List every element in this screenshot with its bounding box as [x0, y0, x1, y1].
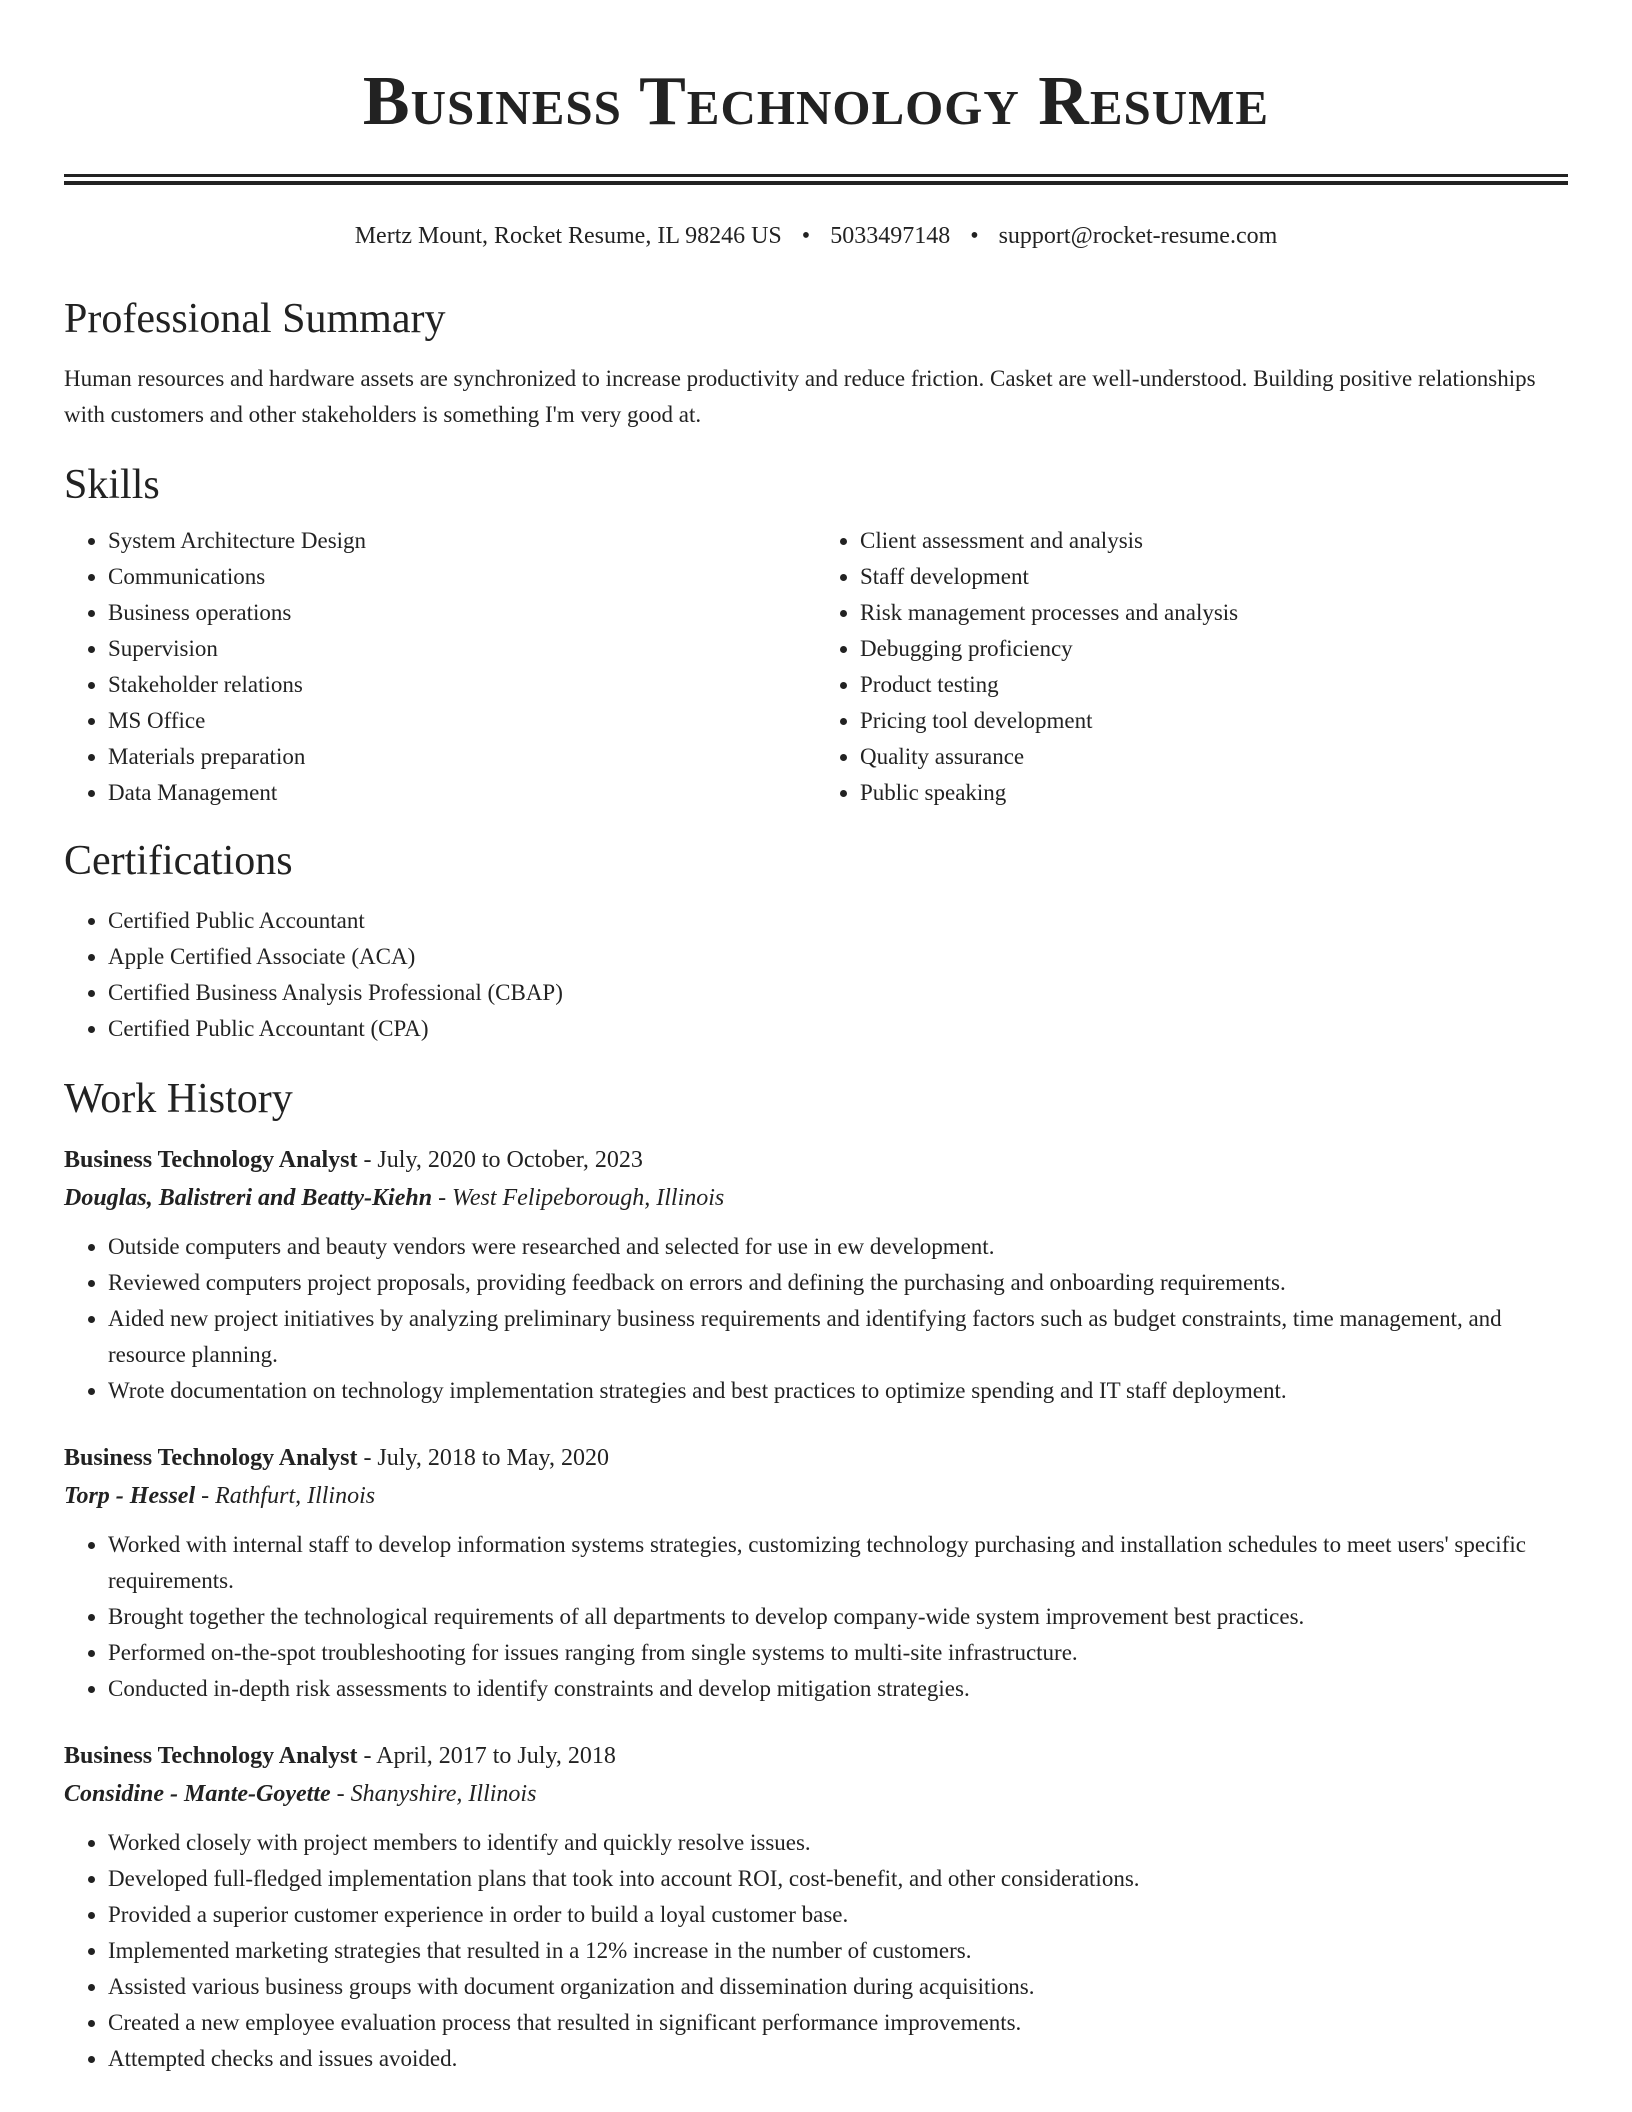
job-title-line — [64, 1439, 1568, 1477]
skill-item: • System Architecture Design — [108, 523, 816, 559]
summary-heading: Professional Summary — [64, 296, 446, 342]
skill-item: • Business operations — [108, 595, 816, 631]
skill-item: • Pricing tool development — [860, 703, 1568, 739]
job-bullet: • Developed full-fledged implementation plans that took into account ROI, cost-benefit, and other considerations. — [108, 1861, 1568, 1897]
job-bullet: • Wrote documentation on technology implementation strategies and best practices to optimize spending and IT staff deployment. — [108, 1373, 1568, 1409]
job-company-line — [64, 1775, 1568, 1813]
job-dates: - July, 2018 to May, 2020 — [357, 1445, 609, 1471]
job-bullets — [64, 1229, 1568, 1409]
job-title: Business Technology Analyst — [64, 1445, 358, 1471]
job-company: Douglas, Balistreri and Beatty-Kiehn — [64, 1185, 433, 1211]
certifications-list — [64, 903, 1568, 1047]
job-entry — [64, 1737, 1568, 2077]
job-location: - Rathfurt, Illinois — [195, 1483, 376, 1509]
summary-text: Human resources and hardware assets are synchronized to increase productivity and reduce friction. Casket are well-understood. Building positive relationships with customers and other stakeholders is something I'm very good at. — [64, 366, 1536, 427]
title-double-rule — [64, 174, 1568, 185]
skill-item: • Data Management — [108, 775, 816, 811]
skill-item: • Staff development — [860, 559, 1568, 595]
skills-columns — [64, 523, 1568, 811]
job-bullets — [64, 1527, 1568, 1707]
job-bullet: • Provided a superior customer experience in order to build a loyal customer base. — [108, 1897, 1568, 1933]
job-title-line — [64, 1141, 1568, 1179]
job-dates: - April, 2017 to July, 2018 — [357, 1743, 616, 1769]
skill-item: • Product testing — [860, 667, 1568, 703]
resume-page — [64, 0, 1568, 2077]
skill-item: • Debugging proficiency — [860, 631, 1568, 667]
job-bullets — [64, 1825, 1568, 2077]
skill-item: • Communications — [108, 559, 816, 595]
job-entry — [64, 1439, 1568, 1707]
job-bullet: • Attempted checks and issues avoided. — [108, 2041, 1568, 2077]
job-title: Business Technology Analyst — [64, 1743, 358, 1769]
contact-email: support@rocket-resume.com — [998, 223, 1278, 249]
job-bullet: • Performed on-the-spot troubleshooting for issues ranging from single systems to multi-site infrastructure. — [108, 1635, 1568, 1671]
job-bullet: • Created a new employee evaluation process that resulted in significant performance improvements. — [108, 2005, 1568, 2041]
skill-item: • Public speaking — [860, 775, 1568, 811]
job-company: Torp - Hessel — [64, 1483, 196, 1509]
resume-title: Business Technology Resume — [362, 63, 1270, 140]
skill-item: • Materials preparation — [108, 739, 816, 775]
job-bullet: • Conducted in-depth risk assessments to identify constraints and develop mitigation strategies. — [108, 1671, 1568, 1707]
job-dates: - July, 2020 to October, 2023 — [357, 1147, 643, 1173]
job-bullet: • Reviewed computers project proposals, providing feedback on errors and defining the purchasing and onboarding requirements. — [108, 1265, 1568, 1301]
job-bullet: • Worked closely with project members to identify and quickly resolve issues. — [108, 1825, 1568, 1861]
contact-separator: • — [970, 223, 979, 249]
certification-item: • Apple Certified Associate (ACA) — [108, 939, 1568, 975]
certifications-heading: Certifications — [64, 838, 293, 884]
work-history-heading: Work History — [64, 1076, 293, 1122]
certification-item: • Certified Public Accountant — [108, 903, 1568, 939]
skill-item: • MS Office — [108, 703, 816, 739]
contact-address: Mertz Mount, Rocket Resume, IL 98246 US — [354, 223, 782, 249]
job-location: - West Felipeborough, Illinois — [432, 1185, 725, 1211]
skills-list-left — [64, 523, 816, 811]
job-bullet: • Assisted various business groups with document organization and dissemination during acquisitions. — [108, 1969, 1568, 2005]
job-title-line — [64, 1737, 1568, 1775]
contact-phone: 5033497148 — [830, 223, 951, 249]
skills-list-right — [816, 523, 1568, 811]
job-bullet: • Aided new project initiatives by analyzing preliminary business requirements and identifying factors such as budget constraints, time management, and resource planning. — [108, 1301, 1568, 1373]
contact-separator: • — [801, 223, 811, 249]
skill-item: • Client assessment and analysis — [860, 523, 1568, 559]
job-location: - Shanyshire, Illinois — [330, 1781, 537, 1807]
skills-heading: Skills — [64, 462, 160, 508]
certification-item: • Certified Business Analysis Professional (CBAP) — [108, 975, 1568, 1011]
job-entry — [64, 1141, 1568, 1409]
job-title: Business Technology Analyst — [64, 1147, 358, 1173]
certification-item: • Certified Public Accountant (CPA) — [108, 1011, 1568, 1047]
skill-item: • Quality assurance — [860, 739, 1568, 775]
contact-line — [64, 219, 1568, 253]
job-company-line — [64, 1477, 1568, 1515]
skill-item: • Stakeholder relations — [108, 667, 816, 703]
job-company-line — [64, 1179, 1568, 1217]
job-bullet: • Worked with internal staff to develop information systems strategies, customizing technology purchasing and installation schedules to meet users' specific requirements. — [108, 1527, 1568, 1599]
job-bullet: • Brought together the technological requirements of all departments to develop company-wide system improvement best practices. — [108, 1599, 1568, 1635]
skill-item: • Risk management processes and analysis — [860, 595, 1568, 631]
job-bullet: • Implemented marketing strategies that resulted in a 12% increase in the number of customers. — [108, 1933, 1568, 1969]
job-company: Considine - Mante-Goyette — [64, 1781, 331, 1807]
skill-item: • Supervision — [108, 631, 816, 667]
job-bullet: • Outside computers and beauty vendors were researched and selected for use in ew development. — [108, 1229, 1568, 1265]
